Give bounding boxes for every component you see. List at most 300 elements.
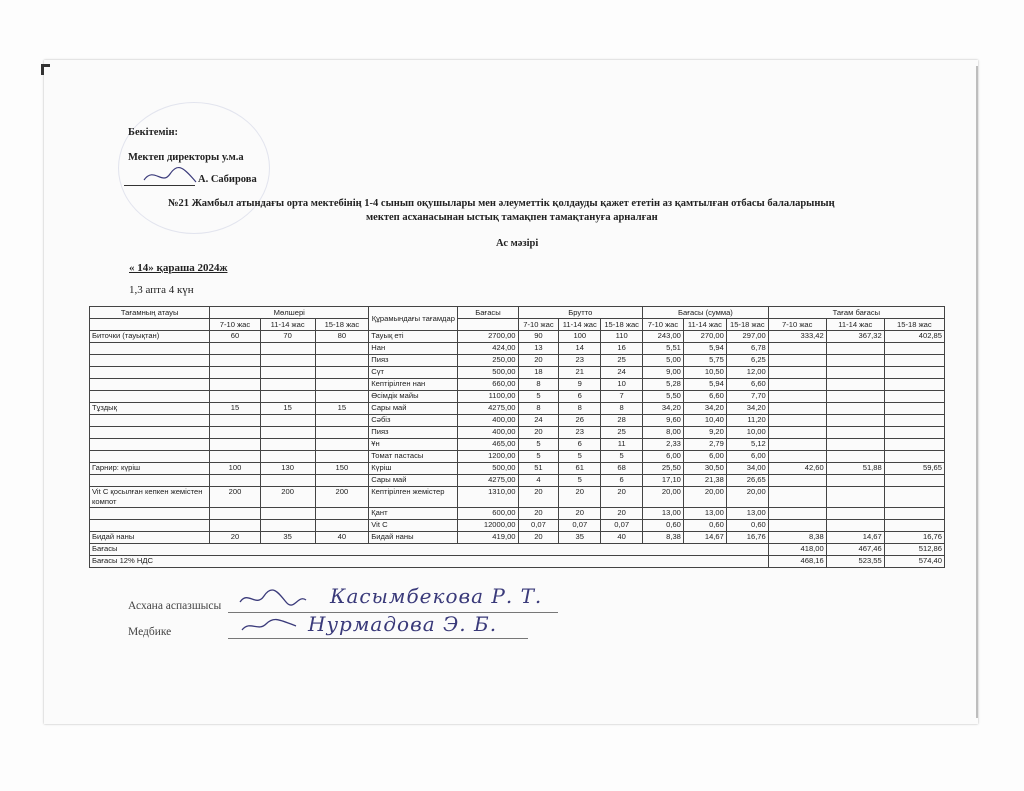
- cell-t1: [768, 391, 826, 403]
- cell-dish: [90, 451, 210, 463]
- cell-s2: 20,00: [683, 487, 726, 508]
- cell-s3: 34,20: [726, 403, 768, 415]
- cell-b2: 9: [559, 379, 601, 391]
- cell-t3: [884, 508, 944, 520]
- table-row: [90, 463, 945, 475]
- cell-dish: Биточки (тауықтан): [90, 331, 210, 343]
- cell-ing: Тауық еті: [369, 331, 458, 343]
- table-row: [90, 520, 945, 532]
- cell-s3: 13,00: [726, 508, 768, 520]
- header-portion: Мөлшері: [210, 307, 369, 319]
- total-7-10: 418,00: [768, 544, 826, 556]
- cell-b2: 35: [559, 532, 601, 544]
- cell-t1: [768, 355, 826, 367]
- scan-border-right: [978, 0, 1024, 791]
- cell-s2: 10,50: [683, 367, 726, 379]
- cell-dish: [90, 415, 210, 427]
- cell-s1: 13,00: [643, 508, 684, 520]
- cell-s1: 8,00: [643, 427, 684, 439]
- title-line-2: мектеп асханасынан ыстық тамақпен тамақтануға арналған: [366, 212, 658, 223]
- cell-b3: 28: [601, 415, 643, 427]
- cell-b1: 51: [518, 463, 559, 475]
- cell-b2: 6: [559, 439, 601, 451]
- cell-s2: 13,00: [683, 508, 726, 520]
- cell-b1: 18: [518, 367, 559, 379]
- cell-b1: 24: [518, 415, 559, 427]
- cell-p1: [210, 439, 260, 451]
- cell-p1: [210, 415, 260, 427]
- cell-ing: Сүт: [369, 367, 458, 379]
- cell-b1: 90: [518, 331, 559, 343]
- cell-dish: [90, 475, 210, 487]
- cell-s1: 5,50: [643, 391, 684, 403]
- cell-s1: 0,60: [643, 520, 684, 532]
- total-11-14: 467,46: [826, 544, 884, 556]
- cell-s3: 6,78: [726, 343, 768, 355]
- cell-t1: [768, 451, 826, 463]
- cell-dish: [90, 520, 210, 532]
- cell-p2: [260, 355, 315, 367]
- cell-s1: 20,00: [643, 487, 684, 508]
- cell-p2: [260, 391, 315, 403]
- cell-price: 4275,00: [458, 475, 518, 487]
- cell-dish: [90, 439, 210, 451]
- cell-p1: [210, 451, 260, 463]
- cell-s3: 6,60: [726, 379, 768, 391]
- cell-s1: 8,38: [643, 532, 684, 544]
- cell-t3: 402,85: [884, 331, 944, 343]
- cell-dish: Бидай наны: [90, 532, 210, 544]
- scan-border-left: [0, 0, 44, 791]
- cell-p2: [260, 475, 315, 487]
- cell-p3: 200: [315, 487, 369, 508]
- cell-b3: 0,07: [601, 520, 643, 532]
- cell-b2: 20: [559, 508, 601, 520]
- nurse-signature: Нурмадова Э. Б.: [308, 612, 498, 636]
- cell-ing: Нан: [369, 343, 458, 355]
- cell-p3: [315, 343, 369, 355]
- cell-s3: 6,25: [726, 355, 768, 367]
- cell-b1: 4: [518, 475, 559, 487]
- cell-t2: 51,88: [826, 463, 884, 475]
- vat-row: [90, 556, 945, 568]
- cell-b2: 8: [559, 403, 601, 415]
- cell-b2: 6: [559, 391, 601, 403]
- header-sum-15-18: 15-18 жас: [726, 319, 768, 331]
- cell-t2: [826, 343, 884, 355]
- cell-t3: [884, 487, 944, 508]
- cell-s2: 34,20: [683, 403, 726, 415]
- cell-t1: 8,38: [768, 532, 826, 544]
- cell-price: 4275,00: [458, 403, 518, 415]
- cell-ing: Пияз: [369, 355, 458, 367]
- cell-t3: [884, 379, 944, 391]
- cell-s3: 16,76: [726, 532, 768, 544]
- cell-price: 600,00: [458, 508, 518, 520]
- cell-b2: 23: [559, 427, 601, 439]
- cell-s3: 297,00: [726, 331, 768, 343]
- cell-p1: [210, 355, 260, 367]
- cell-p3: 15: [315, 403, 369, 415]
- cell-s2: 6,00: [683, 451, 726, 463]
- table-row: [90, 427, 945, 439]
- cell-t3: [884, 403, 944, 415]
- table-row: [90, 439, 945, 451]
- total-row: [90, 544, 945, 556]
- cell-t3: [884, 391, 944, 403]
- cell-s1: 5,28: [643, 379, 684, 391]
- total-label: Бағасы: [90, 544, 769, 556]
- cell-b3: 40: [601, 532, 643, 544]
- cell-s3: 20,00: [726, 487, 768, 508]
- cell-s2: 0,60: [683, 520, 726, 532]
- cell-dish: [90, 379, 210, 391]
- cell-p2: [260, 343, 315, 355]
- cell-ing: Өсімдік майы: [369, 391, 458, 403]
- header-age-7-10: 7-10 жас: [210, 319, 260, 331]
- header-dish-price: Тағам бағасы: [768, 307, 944, 319]
- cell-s1: 5,00: [643, 355, 684, 367]
- cell-s2: 10,40: [683, 415, 726, 427]
- table-row: [90, 367, 945, 379]
- cell-t3: [884, 367, 944, 379]
- cell-p1: 200: [210, 487, 260, 508]
- cell-t2: 14,67: [826, 532, 884, 544]
- cell-b3: 10: [601, 379, 643, 391]
- cell-s1: 9,00: [643, 367, 684, 379]
- cell-p1: 60: [210, 331, 260, 343]
- cell-t2: 367,32: [826, 331, 884, 343]
- cell-price: 500,00: [458, 463, 518, 475]
- scan-border-bottom: [0, 724, 1024, 791]
- cell-p3: 40: [315, 532, 369, 544]
- cell-p1: [210, 427, 260, 439]
- cell-s3: 12,00: [726, 367, 768, 379]
- cell-p2: 35: [260, 532, 315, 544]
- header-age-11-14: 11-14 жас: [260, 319, 315, 331]
- cell-p2: [260, 367, 315, 379]
- cook-signature: Касымбекова Р. Т.: [330, 584, 543, 608]
- cell-price: 1100,00: [458, 391, 518, 403]
- cell-b3: 8: [601, 403, 643, 415]
- header-brutto: Брутто: [518, 307, 643, 319]
- cell-ing: Бидай наны: [369, 532, 458, 544]
- cook-label: Асхана аспазшысы: [128, 600, 222, 612]
- cell-t2: [826, 427, 884, 439]
- cell-b1: 5: [518, 439, 559, 451]
- cell-t3: 59,65: [884, 463, 944, 475]
- menu-week-day: 1,3 апта 4 күн: [129, 284, 194, 296]
- cell-p2: [260, 427, 315, 439]
- menu-table-body: [90, 331, 945, 544]
- cell-p1: 100: [210, 463, 260, 475]
- cell-dish: [90, 391, 210, 403]
- cell-p1: [210, 520, 260, 532]
- cell-s2: 270,00: [683, 331, 726, 343]
- cell-p3: [315, 391, 369, 403]
- cell-ing: Кептірілген нан: [369, 379, 458, 391]
- cell-b1: 8: [518, 379, 559, 391]
- cell-b2: 23: [559, 355, 601, 367]
- cell-s3: 34,00: [726, 463, 768, 475]
- cell-t3: [884, 415, 944, 427]
- cell-b3: 25: [601, 427, 643, 439]
- table-row: [90, 532, 945, 544]
- header-ingredients: Құрамындағы тағамдар: [369, 307, 458, 331]
- cell-s1: 34,20: [643, 403, 684, 415]
- cell-s2: 2,79: [683, 439, 726, 451]
- cell-p2: [260, 520, 315, 532]
- cell-b2: 20: [559, 487, 601, 508]
- cell-b3: 16: [601, 343, 643, 355]
- header-age-15-18: 15-18 жас: [315, 319, 369, 331]
- director-name: А. Сабирова: [198, 174, 257, 185]
- cell-ing: Қант: [369, 508, 458, 520]
- cell-t2: [826, 379, 884, 391]
- cell-ing: Сары май: [369, 403, 458, 415]
- cell-b1: 5: [518, 391, 559, 403]
- cell-dish: [90, 343, 210, 355]
- cell-t1: [768, 520, 826, 532]
- cell-b3: 68: [601, 463, 643, 475]
- cell-ing: Сәбіз: [369, 415, 458, 427]
- cell-t1: [768, 379, 826, 391]
- cell-p2: [260, 451, 315, 463]
- scan-border-top: [0, 0, 1024, 60]
- cell-p2: 70: [260, 331, 315, 343]
- table-row: [90, 379, 945, 391]
- cell-p3: [315, 451, 369, 463]
- cell-b2: 26: [559, 415, 601, 427]
- cell-p2: [260, 508, 315, 520]
- cell-b1: 5: [518, 451, 559, 463]
- cell-price: 250,00: [458, 355, 518, 367]
- cell-p2: 15: [260, 403, 315, 415]
- cell-p2: [260, 439, 315, 451]
- cell-ing: Vit C: [369, 520, 458, 532]
- cell-s2: 6,60: [683, 391, 726, 403]
- cell-t1: [768, 427, 826, 439]
- cell-dish: [90, 355, 210, 367]
- cell-s1: 6,00: [643, 451, 684, 463]
- table-row: [90, 475, 945, 487]
- cell-b3: 6: [601, 475, 643, 487]
- cell-s2: 9,20: [683, 427, 726, 439]
- header-dish-11-14: 11-14 жас: [826, 319, 884, 331]
- header-dish-15-18: 15-18 жас: [884, 319, 944, 331]
- header-brutto-11-14: 11-14 жас: [559, 319, 601, 331]
- header-price: Бағасы: [458, 307, 518, 319]
- cell-dish: [90, 367, 210, 379]
- cell-t2: [826, 391, 884, 403]
- cell-t3: [884, 439, 944, 451]
- cell-price: 400,00: [458, 427, 518, 439]
- cell-p3: 80: [315, 331, 369, 343]
- cell-b3: 20: [601, 508, 643, 520]
- cell-p2: 200: [260, 487, 315, 508]
- cell-b2: 100: [559, 331, 601, 343]
- cell-b2: 5: [559, 451, 601, 463]
- nurse-initials-icon: [240, 614, 300, 640]
- cell-t3: [884, 343, 944, 355]
- header-sum-11-14: 11-14 жас: [683, 319, 726, 331]
- table-row: [90, 487, 945, 508]
- cell-p2: [260, 379, 315, 391]
- cell-p3: [315, 415, 369, 427]
- cell-b3: 24: [601, 367, 643, 379]
- cell-t1: [768, 403, 826, 415]
- cell-s1: 25,50: [643, 463, 684, 475]
- cell-t1: [768, 508, 826, 520]
- header-blank: [458, 319, 518, 331]
- header-sum: Бағасы (сумма): [643, 307, 769, 319]
- cell-t1: [768, 415, 826, 427]
- cell-s2: 14,67: [683, 532, 726, 544]
- cell-s2: 5,94: [683, 379, 726, 391]
- cell-s2: 21,38: [683, 475, 726, 487]
- cell-b1: 20: [518, 532, 559, 544]
- cell-t3: [884, 451, 944, 463]
- cell-price: 465,00: [458, 439, 518, 451]
- cell-t3: [884, 520, 944, 532]
- menu-date: « 14» қараша 2024ж: [129, 262, 228, 274]
- cell-dish: Гарнир: күріш: [90, 463, 210, 475]
- cell-ing: Томат пастасы: [369, 451, 458, 463]
- cell-p3: [315, 475, 369, 487]
- table-row: [90, 343, 945, 355]
- cell-s3: 26,65: [726, 475, 768, 487]
- cell-t3: [884, 475, 944, 487]
- table-row: [90, 508, 945, 520]
- cell-price: 1310,00: [458, 487, 518, 508]
- cell-dish: [90, 427, 210, 439]
- cell-price: 400,00: [458, 415, 518, 427]
- cell-s1: 5,51: [643, 343, 684, 355]
- cell-s1: 17,10: [643, 475, 684, 487]
- cell-ing: Күріш: [369, 463, 458, 475]
- cell-b3: 20: [601, 487, 643, 508]
- cell-b1: 20: [518, 427, 559, 439]
- cell-t1: [768, 439, 826, 451]
- cell-price: 500,00: [458, 367, 518, 379]
- cell-b2: 14: [559, 343, 601, 355]
- cell-b2: 0,07: [559, 520, 601, 532]
- table-row: [90, 451, 945, 463]
- header-dish-name: Тағамның атауы: [90, 307, 210, 319]
- cell-s1: 243,00: [643, 331, 684, 343]
- table-row: [90, 355, 945, 367]
- cell-t2: [826, 487, 884, 508]
- cell-ing: Ұн: [369, 439, 458, 451]
- cell-t2: [826, 439, 884, 451]
- cell-t3: [884, 427, 944, 439]
- cell-b3: 110: [601, 331, 643, 343]
- menu-table: [89, 306, 945, 568]
- header-brutto-15-18: 15-18 жас: [601, 319, 643, 331]
- cell-s3: 6,00: [726, 451, 768, 463]
- cell-t1: [768, 343, 826, 355]
- cell-t1: 333,42: [768, 331, 826, 343]
- cell-t1: [768, 367, 826, 379]
- scan-corner-mark: [41, 64, 50, 75]
- cell-p2: 130: [260, 463, 315, 475]
- page-edge-shadow: [976, 66, 978, 718]
- cell-dish: Тұздық: [90, 403, 210, 415]
- cell-t2: [826, 355, 884, 367]
- cell-s2: 30,50: [683, 463, 726, 475]
- title-line-1: №21 Жамбыл атындағы орта мектебінің 1-4 сынып оқушылары мен әлеуметтік қолдауды қажет ететін аз қамтылған отбасы балаларының: [168, 198, 835, 209]
- cell-p3: [315, 427, 369, 439]
- cell-p1: [210, 475, 260, 487]
- cell-p3: [315, 520, 369, 532]
- cell-dish: [90, 508, 210, 520]
- cell-p3: [315, 367, 369, 379]
- table-row: [90, 391, 945, 403]
- cell-ing: Кептірілген жемістер: [369, 487, 458, 508]
- cell-price: 424,00: [458, 343, 518, 355]
- header-sum-7-10: 7-10 жас: [643, 319, 684, 331]
- total-15-18: 512,86: [884, 544, 944, 556]
- header-brutto-7-10: 7-10 жас: [518, 319, 559, 331]
- cell-p3: [315, 379, 369, 391]
- cell-s2: 5,75: [683, 355, 726, 367]
- cell-p1: [210, 508, 260, 520]
- vat-label: Бағасы 12% НДС: [90, 556, 769, 568]
- cell-t2: [826, 403, 884, 415]
- cell-s1: 2,33: [643, 439, 684, 451]
- cell-s3: 5,12: [726, 439, 768, 451]
- cell-s3: 11,20: [726, 415, 768, 427]
- vat-15-18: 574,40: [884, 556, 944, 568]
- cell-t1: 42,60: [768, 463, 826, 475]
- cell-p2: [260, 415, 315, 427]
- cell-s2: 5,94: [683, 343, 726, 355]
- cell-b2: 61: [559, 463, 601, 475]
- cook-initials-icon: [238, 588, 308, 614]
- nurse-label: Медбике: [128, 626, 172, 638]
- table-row: [90, 403, 945, 415]
- cell-b1: 13: [518, 343, 559, 355]
- approve-label: Бекітемін:: [128, 127, 179, 138]
- cell-p3: [315, 355, 369, 367]
- cell-b2: 5: [559, 475, 601, 487]
- cell-b3: 5: [601, 451, 643, 463]
- cell-t2: [826, 415, 884, 427]
- cell-price: 2700,00: [458, 331, 518, 343]
- cell-b1: 8: [518, 403, 559, 415]
- cell-b1: 20: [518, 355, 559, 367]
- cell-p1: [210, 367, 260, 379]
- cell-s3: 7,70: [726, 391, 768, 403]
- cell-p1: [210, 379, 260, 391]
- cell-p1: [210, 343, 260, 355]
- cell-t2: [826, 451, 884, 463]
- cell-b3: 7: [601, 391, 643, 403]
- table-row: [90, 415, 945, 427]
- cell-b3: 11: [601, 439, 643, 451]
- cell-t1: [768, 487, 826, 508]
- cell-b1: 20: [518, 487, 559, 508]
- director-label: Мектеп директоры у.м.а: [128, 152, 244, 163]
- cell-p1: 15: [210, 403, 260, 415]
- cell-t2: [826, 520, 884, 532]
- cell-price: 1200,00: [458, 451, 518, 463]
- cell-t3: [884, 355, 944, 367]
- cell-p3: 150: [315, 463, 369, 475]
- header-dish-7-10: 7-10 жас: [768, 319, 826, 331]
- director-signature-icon: [140, 164, 200, 190]
- cell-price: 12000,00: [458, 520, 518, 532]
